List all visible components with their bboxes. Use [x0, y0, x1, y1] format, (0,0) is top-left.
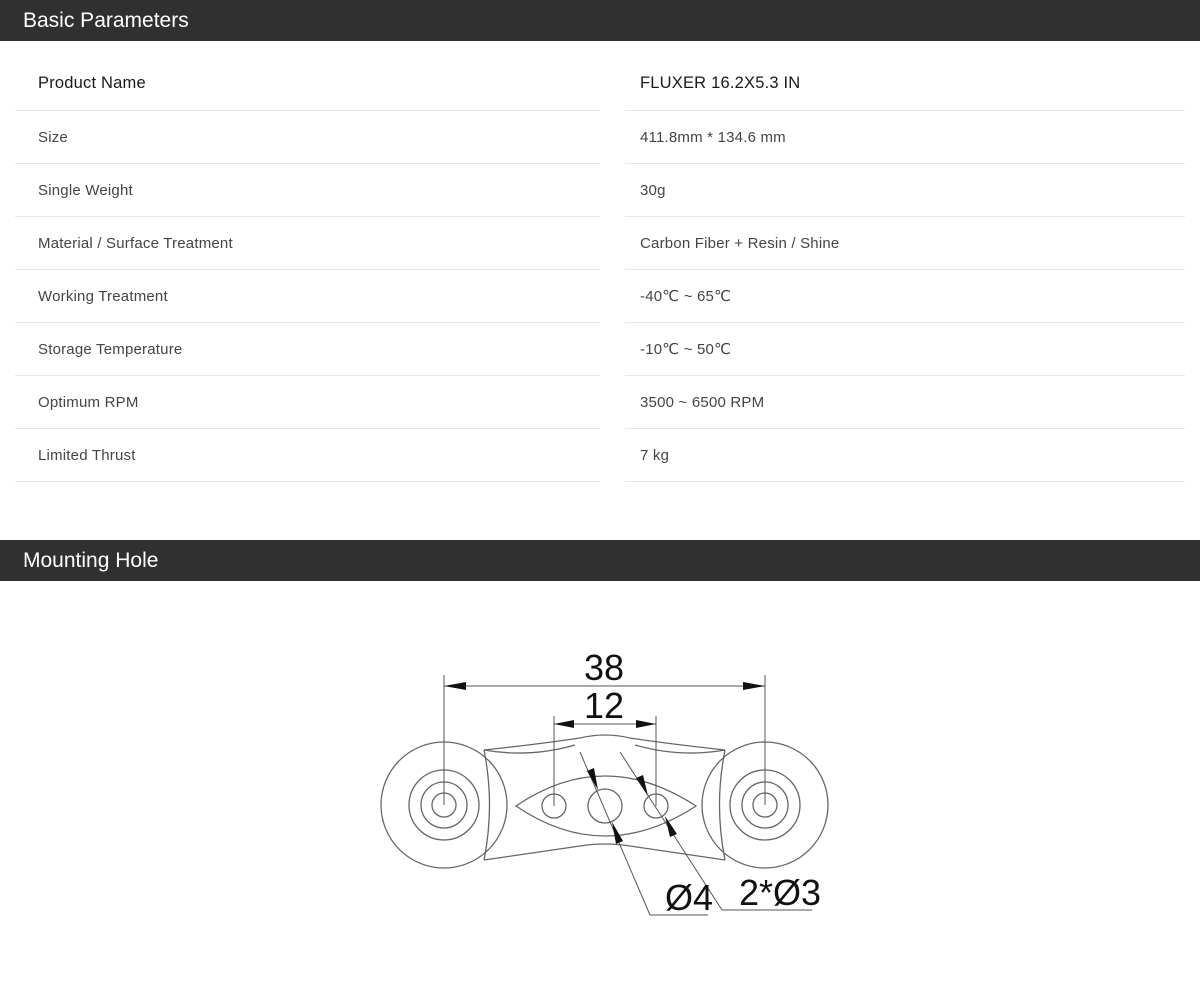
hub-top-edge — [484, 735, 725, 750]
hub-bottom-edge — [484, 844, 725, 860]
param-label-optimum-rpm: Optimum RPM — [15, 376, 600, 429]
param-value-working-treatment: -40℃ ~ 65℃ — [625, 270, 1185, 323]
arrow-38-left — [444, 682, 466, 690]
arrow-12-left — [554, 720, 574, 728]
propeller-hub-outline — [381, 735, 828, 868]
param-label-size: Size — [15, 111, 600, 164]
param-label-product-name: Product Name — [15, 57, 600, 111]
param-value-limited-thrust: 7 kg — [625, 429, 1185, 482]
param-values-column — [625, 57, 1185, 482]
basic-parameters-header: Basic Parameters — [0, 0, 1200, 41]
hub-right-edge — [720, 750, 726, 860]
center-hole-label: Ø4 — [664, 877, 714, 918]
arrow-38-right — [743, 682, 765, 690]
param-label-limited-thrust: Limited Thrust — [15, 429, 600, 482]
dimension-label-12: 12 — [583, 685, 625, 726]
param-value-material: Carbon Fiber + Resin / Shine — [625, 217, 1185, 270]
mounting-hole-header: Mounting Hole — [0, 540, 1200, 581]
side-holes-label: 2*Ø3 — [738, 872, 822, 913]
param-value-single-weight: 30g — [625, 164, 1185, 217]
param-labels-column — [15, 57, 600, 482]
arrow-side-hole-top — [636, 775, 648, 796]
arrow-side-hole-bottom — [665, 816, 677, 837]
param-label-working-treatment: Working Treatment — [15, 270, 600, 323]
param-value-size: 411.8mm * 134.6 mm — [625, 111, 1185, 164]
arrow-12-right — [636, 720, 656, 728]
hub-left-edge — [484, 750, 490, 860]
param-value-optimum-rpm: 3500 ~ 6500 RPM — [625, 376, 1185, 429]
param-label-storage-temperature: Storage Temperature — [15, 323, 600, 376]
param-label-material: Material / Surface Treatment — [15, 217, 600, 270]
dimension-label-38: 38 — [583, 647, 625, 688]
arrow-center-hole-top — [587, 768, 598, 790]
param-value-product-name: FLUXER 16.2X5.3 IN — [625, 57, 1185, 111]
center-hole — [588, 789, 622, 823]
arrow-center-hole-bottom — [612, 822, 623, 844]
param-value-storage-temperature: -10℃ ~ 50℃ — [625, 323, 1185, 376]
param-label-single-weight: Single Weight — [15, 164, 600, 217]
mounting-hole-drawing — [0, 581, 1200, 1001]
